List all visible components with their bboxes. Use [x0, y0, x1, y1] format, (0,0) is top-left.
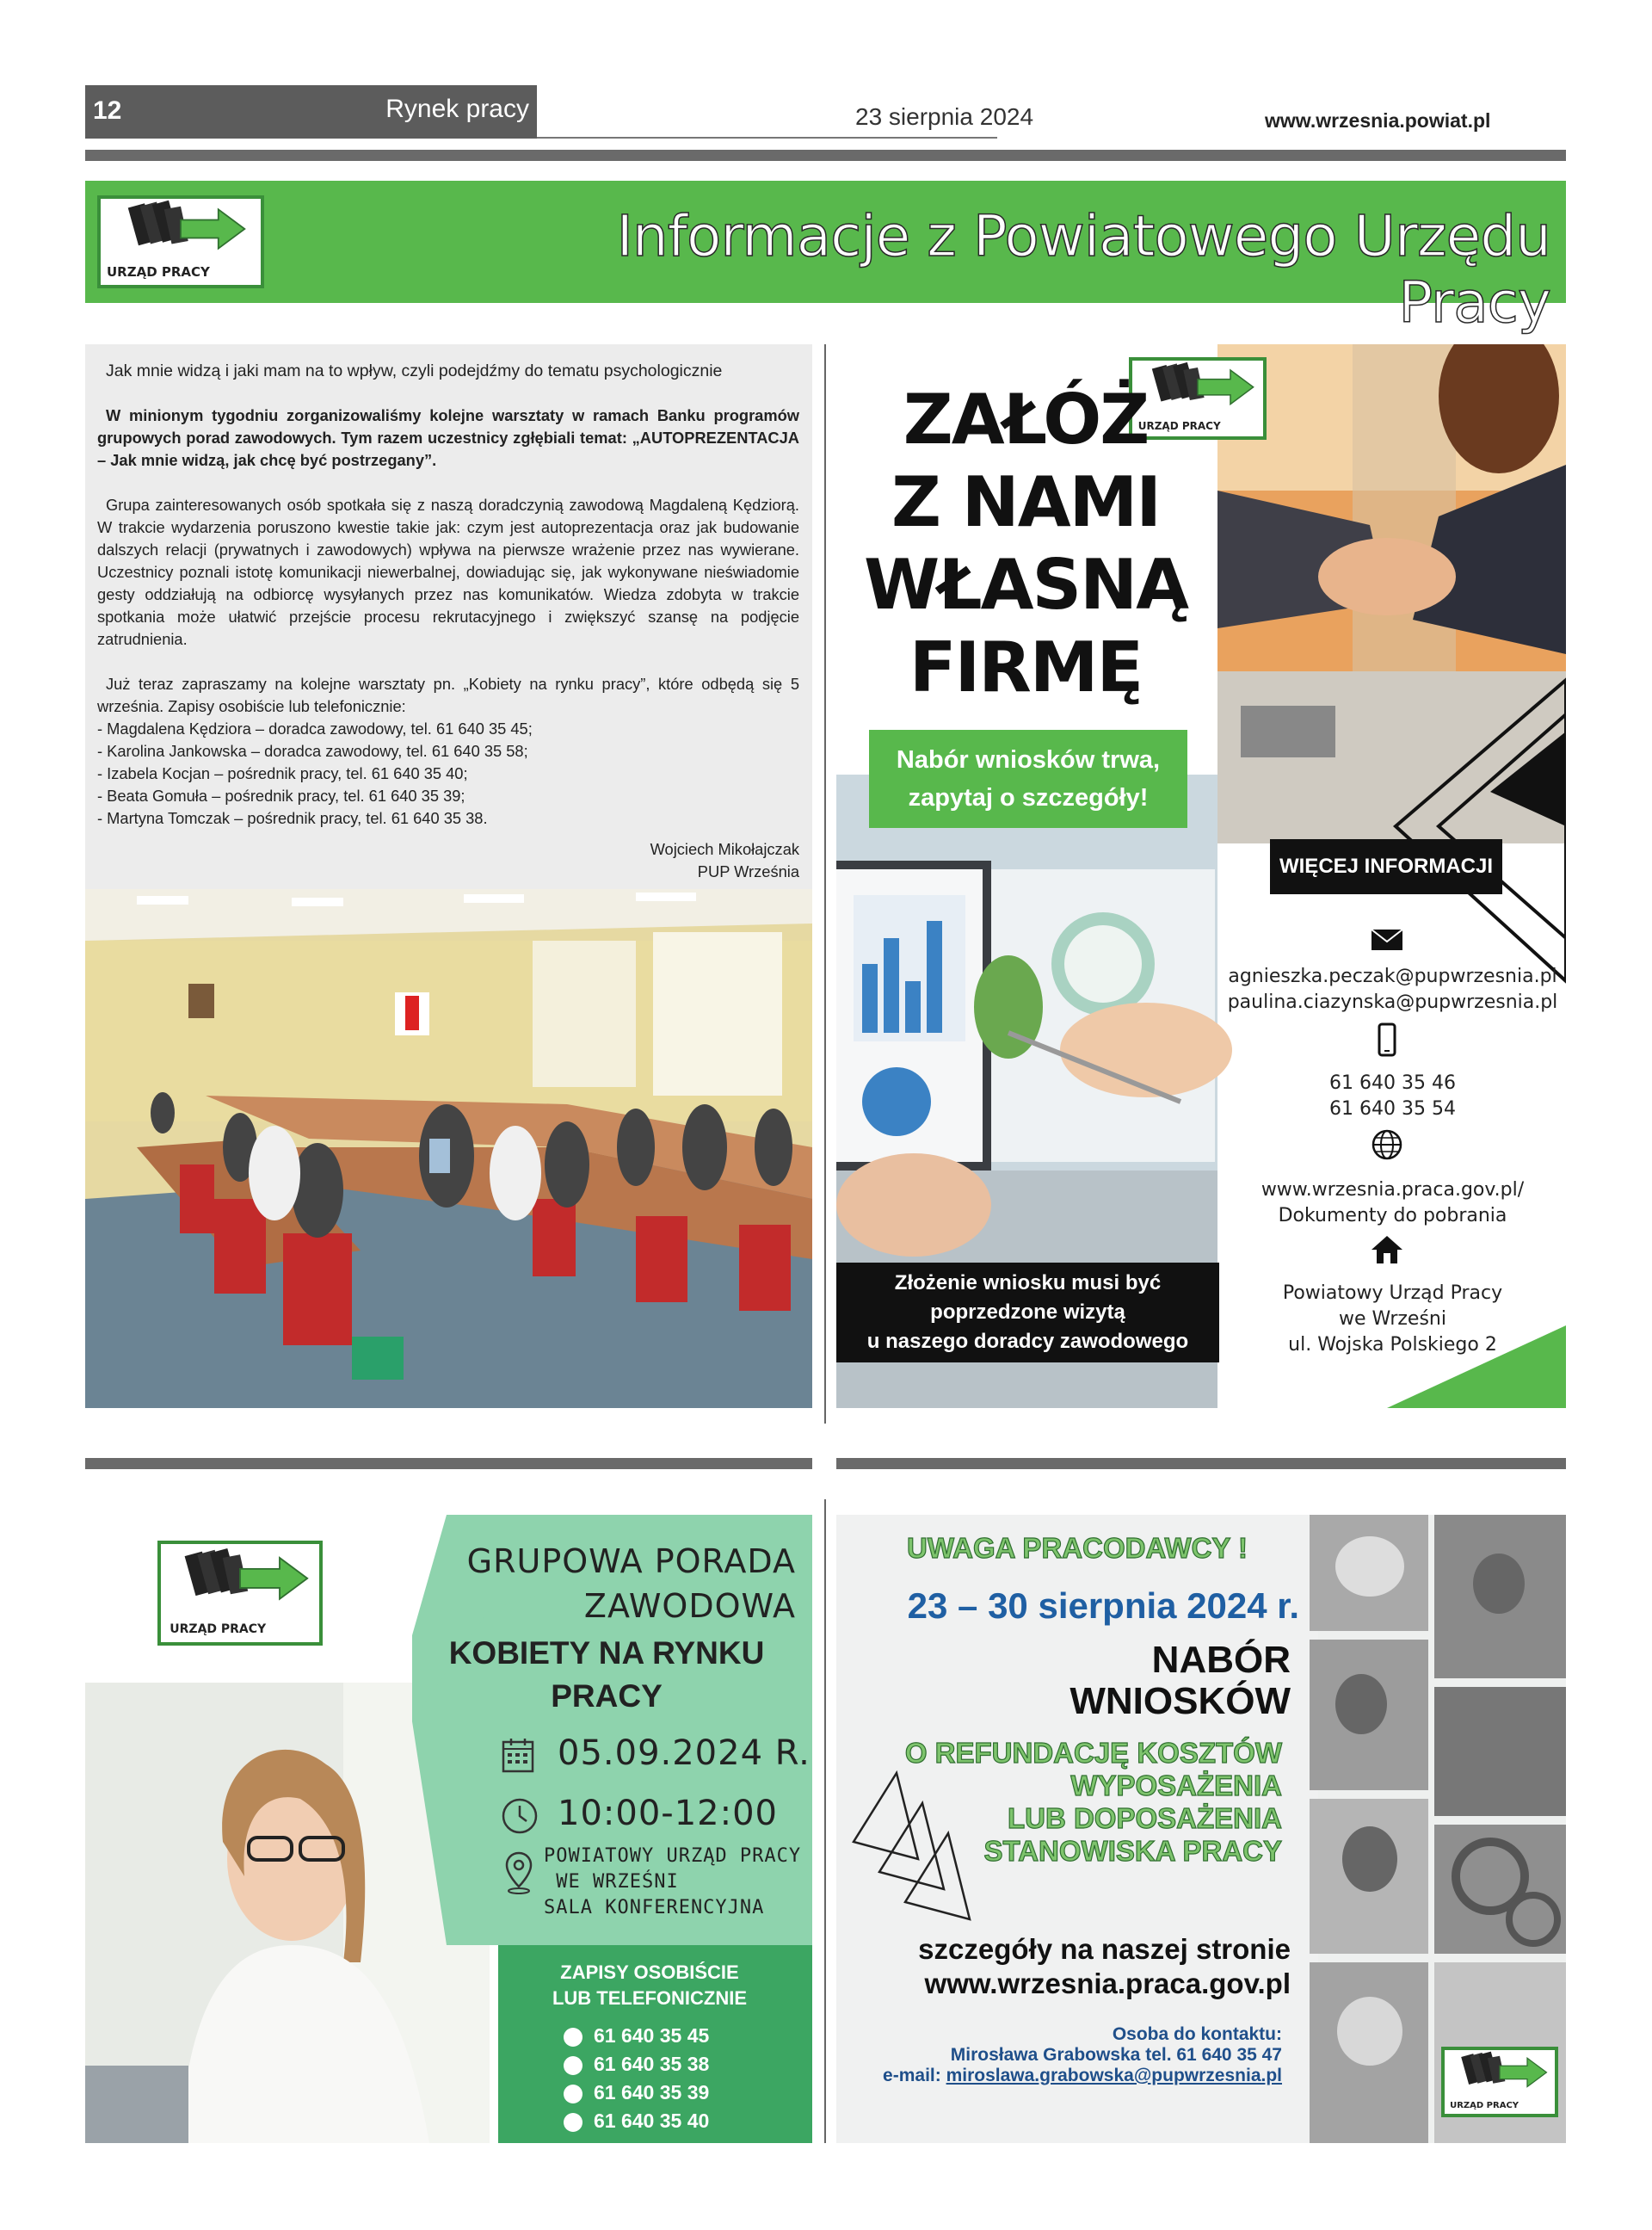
- contact-label: Osoba do kontaktu:: [1112, 2024, 1282, 2044]
- headline-line: Z NAMI: [891, 462, 1161, 542]
- issue-date: 23 sierpnia 2024: [855, 103, 1034, 130]
- nabor-line: NABÓR: [1151, 1639, 1291, 1681]
- logo-text: URZĄD PRACY: [1450, 2100, 1519, 2110]
- phone-icon: [564, 2113, 583, 2132]
- email-label: e-mail:: [883, 2066, 946, 2085]
- refund-line: O REFUNDACJĘ KOSZTÓW: [904, 1737, 1282, 1769]
- urzad-pracy-logo: [1441, 2047, 1558, 2117]
- porada-location: [544, 1844, 801, 1921]
- nabor-line: WNIOSKÓW: [1069, 1680, 1291, 1722]
- more-info-button[interactable]: WIĘCEJ INFORMACJI: [1270, 839, 1502, 894]
- address-line: we Wrześni: [1339, 1308, 1446, 1330]
- refund-line: WYPOSAŻENIA: [1070, 1770, 1282, 1801]
- phone-number: 61 640 35 45: [594, 2024, 710, 2047]
- phone-number: 61 640 35 38: [594, 2053, 710, 2075]
- home-icon: [1370, 1232, 1404, 1267]
- author-name: Wojciech Mikołajczak: [650, 840, 799, 858]
- nabor-line: zapytaj o szczegóły!: [908, 784, 1149, 812]
- address-line: ul. Wojska Polskiego 2: [1288, 1334, 1497, 1356]
- signup-line: ZAPISY OSOBIŚCIE: [560, 1961, 739, 1983]
- subtitle-line: KOBIETY NA RYNKU: [448, 1635, 765, 1671]
- article-invite: Już teraz zapraszamy na kolejne warsztaty pn. „Kobiety na rynku pracy”, które odbędą się 5 września. Zapisy osobiście lub telefonicznie:: [97, 675, 799, 715]
- email-list: [1219, 964, 1566, 1016]
- details-link[interactable]: www.wrzesnia.praca.gov.pl: [924, 1967, 1291, 1999]
- nabor-box: [869, 730, 1187, 828]
- section-rule-right: [836, 1458, 1566, 1469]
- list-item: - Magdalena Kędziora – doradca zawodowy, tel. 61 640 35 45;: [97, 720, 533, 738]
- address: [1219, 1281, 1566, 1358]
- signup-heading: [521, 1960, 779, 2011]
- location-line: WE WRZEŚNI: [544, 1871, 679, 1893]
- contact-email-link[interactable]: miroslawa.grabowska@pupwrzesnia.pl: [946, 2066, 1282, 2085]
- column-divider: [824, 1499, 826, 2143]
- header-rule: [85, 150, 1566, 161]
- phone-icon: [564, 2056, 583, 2075]
- web-link[interactable]: www.wrzesnia.praca.gov.pl/: [1261, 1179, 1525, 1201]
- list-item: - Martyna Tomczak – pośrednik pracy, tel. 61 640 35 38.: [97, 809, 488, 827]
- urzad-pracy-logo: [157, 1541, 323, 1646]
- details-text: [860, 1932, 1291, 2001]
- porada-subtitle: [404, 1632, 809, 1718]
- nabor-heading: [946, 1640, 1291, 1722]
- list-item: - Izabela Kocjan – pośrednik pracy, tel. 61 640 35 40;: [97, 764, 468, 782]
- logo-text: URZĄD PRACY: [170, 1622, 267, 1637]
- page-number: 12: [93, 96, 122, 125]
- folders-arrow-icon: [161, 1544, 319, 1613]
- headline-line: WŁASNĄ: [863, 545, 1187, 625]
- subtitle-line: PRACY: [551, 1678, 663, 1714]
- location-line: SALA KONFERENCYJNA: [544, 1897, 765, 1918]
- column-divider: [824, 344, 826, 1424]
- phone-icon: [564, 2028, 583, 2047]
- phone-icon: [1370, 1022, 1404, 1057]
- article-lead: W minionym tygodniu zorganizowaliśmy kolejne warsztaty w ramach Banku programów grupowych porad zawodowych. Tym razem uczestnicy zgłębiali temat: „AUTOPREZENTACJA – Jak mnie widzą, jak chcę być postrzegany”.: [97, 406, 799, 469]
- email-link[interactable]: paulina.ciazynska@pupwrzesnia.pl: [1227, 991, 1558, 1013]
- calendar-icon: [501, 1737, 535, 1775]
- porada-time: 10:00-12:00: [558, 1794, 778, 1833]
- urzad-pracy-logo: [97, 195, 264, 288]
- clock-icon: [501, 1797, 539, 1835]
- phone-number: 61 640 35 39: [594, 2081, 710, 2103]
- wizyta-line: poprzedzone wizytą: [930, 1300, 1125, 1324]
- date-range: 23 – 30 sierpnia 2024 r.: [907, 1585, 1299, 1626]
- article: [97, 360, 799, 883]
- header-thin-rule: [537, 137, 997, 139]
- workshop-photo: [85, 889, 812, 1408]
- folders-arrow-icon: [101, 199, 261, 259]
- location-pin-icon: [503, 1850, 534, 1895]
- alert-heading: UWAGA PRACODAWCY !: [907, 1532, 1248, 1564]
- web-info: [1219, 1177, 1566, 1229]
- headline-line: FIRMĘ: [909, 627, 1143, 707]
- logo-text: URZĄD PRACY: [1137, 419, 1221, 432]
- porada-title: [447, 1539, 796, 1628]
- section-name: Rynek pracy: [385, 95, 529, 123]
- contact-list: [97, 718, 799, 830]
- article-body: Grupa zainteresowanych osób spotkała się z naszą doradczynią zawodową Magdaleną Kędziorą. W trakcie wydarzenia poruszono kwestie takie jak: czym jest autoprezentacja oraz jak budowanie dalszych relacji (prywatnych i zawodowych) wpływa na pierwsze wrażenie przez nas wywierane. Uczestnicy poznali istotę komunikacji niewerbalnej, dowiadując się, jak wykonywane nieświadomie gesty oddziałują na odbiorcę wysyłanych przez nas komunikatów. Wiedza zdobyta w trakcie spotkania może ułatwić przejście procesu rekrutacyjnego i zwiększyć szansę na podjęcie zatrudnienia.: [97, 496, 799, 648]
- phone-number: 61 640 35 46: [1329, 1072, 1456, 1094]
- contact-info: [860, 2024, 1282, 2086]
- logo-text: URZĄD PRACY: [106, 264, 210, 280]
- headline-line: ZAŁÓŻ: [903, 380, 1149, 460]
- banner-title: Informacje z Powiatowego Urzędu Pracy: [616, 203, 1550, 336]
- phone-number: 61 640 35 40: [594, 2110, 710, 2132]
- website-link[interactable]: www.wrzesnia.powiat.pl: [1265, 109, 1491, 132]
- globe-icon: [1370, 1127, 1404, 1162]
- nabor-line: Nabór wniosków trwa,: [896, 746, 1161, 774]
- ad-headline: [836, 379, 1215, 709]
- web-note: Dokumenty do pobrania: [1278, 1205, 1507, 1226]
- details-line: szczegóły na naszej stronie: [918, 1933, 1291, 1965]
- folders-arrow-icon: [1445, 2050, 1555, 2095]
- refund-line: LUB DOPOSAŻENIA: [1007, 1802, 1282, 1834]
- wizyta-line: Złożenie wniosku musi być: [894, 1271, 1162, 1294]
- title-line: GRUPOWA PORADA: [466, 1542, 796, 1580]
- phone-number: 61 640 35 54: [1329, 1098, 1456, 1120]
- phone-list: [1219, 1071, 1566, 1122]
- phone-icon: [564, 2085, 583, 2103]
- title-line: ZAWODOWA: [583, 1587, 796, 1625]
- location-line: POWIATOWY URZĄD PRACY: [544, 1845, 802, 1867]
- email-link[interactable]: agnieszka.peczak@pupwrzesnia.pl: [1228, 966, 1557, 987]
- article-title: Jak mnie widzą i jaki mam na to wpływ, czyli podejdźmy do tematu psychologicznie: [106, 361, 723, 380]
- signup-line: LUB TELEFONICZNIE: [552, 1987, 748, 2009]
- author-org: PUP Września: [697, 862, 799, 880]
- list-item: - Karolina Jankowska – doradca zawodowy, tel. 61 640 35 58;: [97, 742, 528, 760]
- article-signature: [97, 838, 799, 883]
- refund-text: [860, 1737, 1282, 1868]
- wizyta-box: [836, 1263, 1219, 1362]
- porada-date: 05.09.2024 R.: [558, 1733, 811, 1773]
- wizyta-line: u naszego doradcy zawodowego: [866, 1330, 1189, 1353]
- envelope-icon: [1370, 923, 1404, 957]
- list-item: - Beata Gomuła – pośrednik pracy, tel. 61 640 35 39;: [97, 787, 465, 805]
- section-rule-left: [85, 1458, 812, 1469]
- contact-name: Mirosława Grabowska tel. 61 640 35 47: [950, 2045, 1282, 2065]
- address-line: Powiatowy Urząd Pracy: [1282, 1282, 1503, 1304]
- refund-line: STANOWISKA PRACY: [983, 1835, 1282, 1867]
